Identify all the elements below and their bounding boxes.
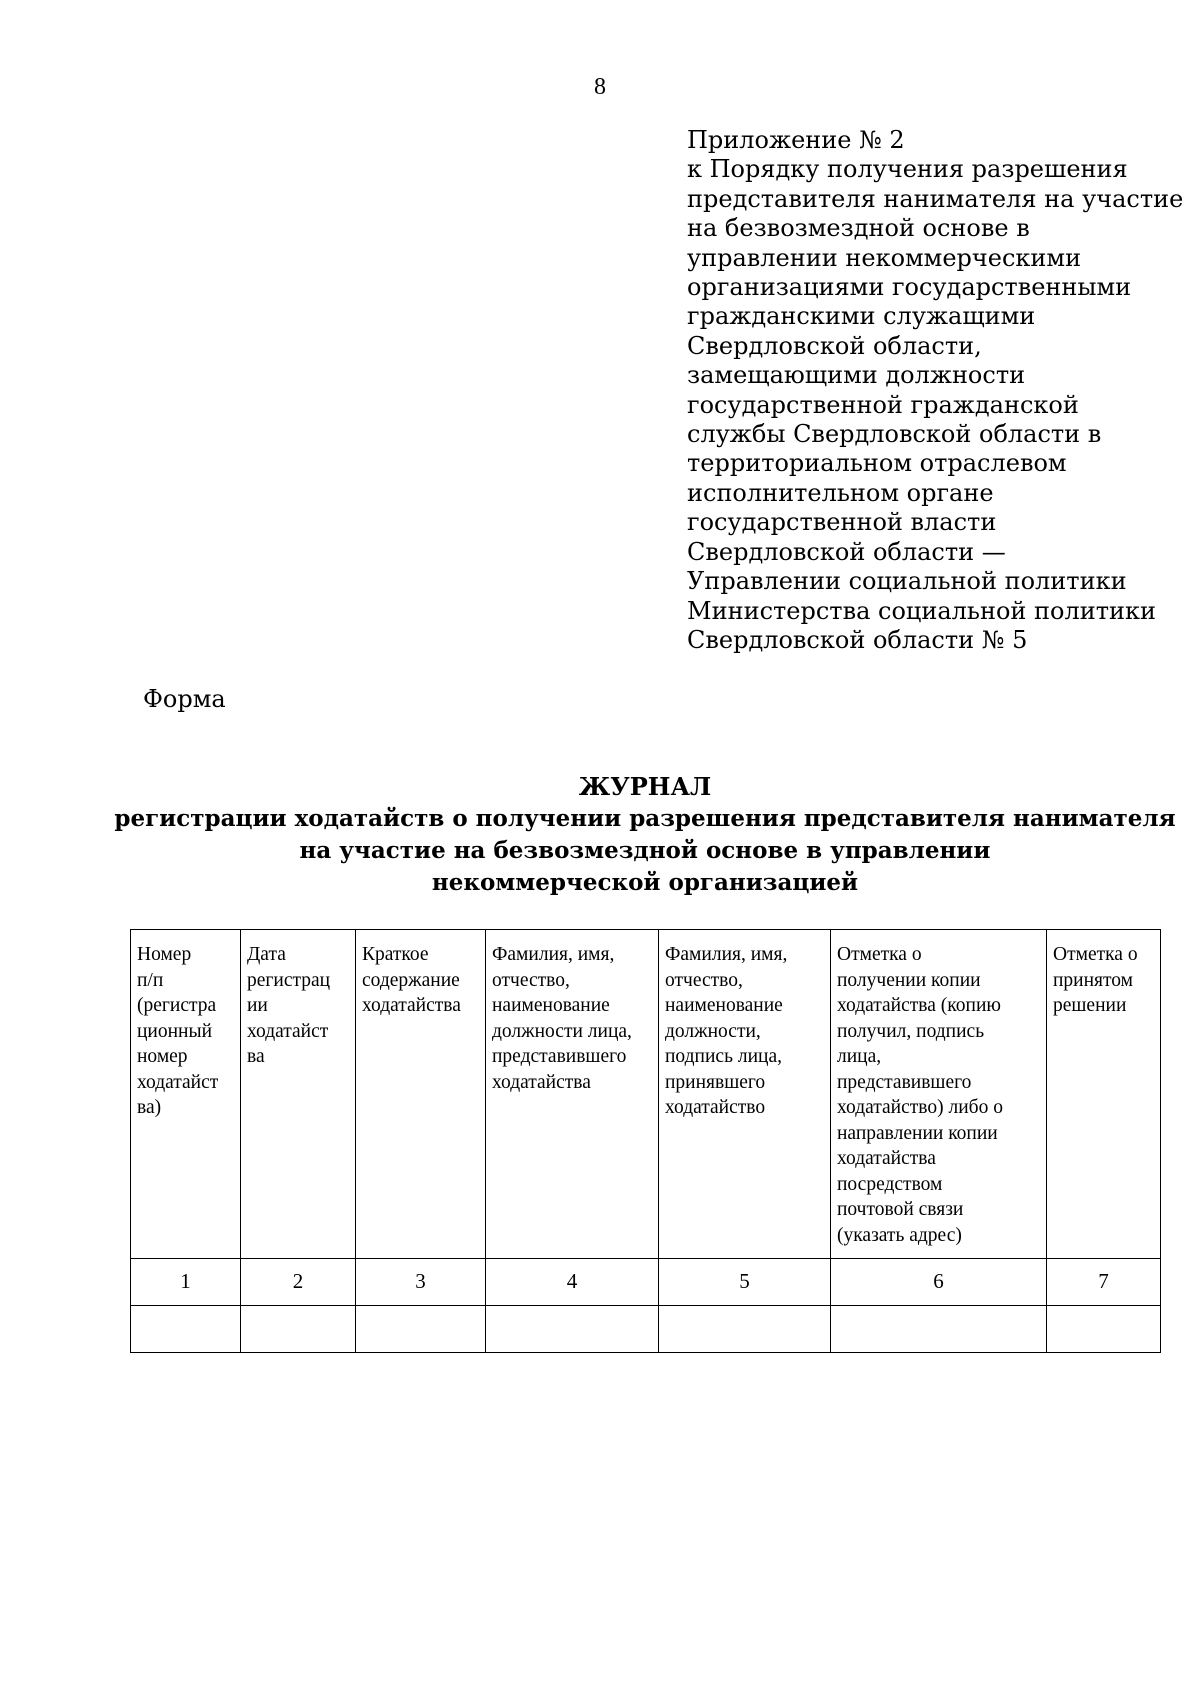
appendix-line: государственной гражданской	[687, 390, 1079, 419]
appendix-line: представителя нанимателя на участие	[687, 184, 1184, 213]
appendix-line: Свердловской области,	[687, 331, 982, 360]
appendix-line: гражданскими служащими	[687, 302, 1036, 331]
appendix-line: Приложение № 2	[687, 126, 905, 154]
header-cell-date	[241, 930, 356, 1259]
appendix-line: Управлении социальной политики	[687, 567, 1127, 596]
header-cell-line: Отметка о	[837, 944, 922, 965]
header-cell-line: представившего	[492, 1046, 627, 1067]
header-cell-line: ходатайства	[362, 995, 461, 1016]
header-cell-line: (указать адрес)	[837, 1224, 962, 1246]
header-cell-line: п/п	[137, 969, 164, 991]
header-cell-line: ии	[247, 995, 268, 1016]
column-number-row	[131, 1259, 1161, 1306]
column-number-cell: 6	[831, 1259, 1047, 1306]
empty-cell	[831, 1306, 1047, 1353]
header-cell-line: (регистра	[137, 995, 217, 1016]
appendix-line: Свердловской области № 5	[687, 625, 1028, 654]
empty-cell	[356, 1306, 486, 1353]
header-cell-line: посредством	[837, 1173, 943, 1195]
appendix-block	[687, 126, 1184, 655]
header-cell-line: получил, подпись	[837, 1020, 985, 1042]
header-cell-line: принявшего	[665, 1071, 766, 1093]
appendix-line: управлении некоммерческими	[687, 243, 1082, 272]
header-cell-line: лица,	[837, 1046, 882, 1067]
header-cell-line: Краткое	[362, 944, 429, 965]
header-cell-line: ходатайства (копию	[837, 995, 1001, 1016]
appendix-line: замещающими должности	[687, 361, 1026, 390]
column-number-cell: 7	[1047, 1259, 1161, 1306]
header-cell-line: ционный	[137, 1020, 213, 1042]
appendix-line: службы Свердловской области в	[687, 420, 1102, 449]
header-cell-summary	[356, 930, 486, 1259]
header-cell-line: Фамилия, имя,	[492, 944, 615, 965]
header-cell-line: ходатайство	[665, 1097, 766, 1118]
header-cell-line: должности лица,	[492, 1020, 632, 1042]
header-cell-line: ходатайства	[492, 1071, 591, 1093]
appendix-line: организациями государственными	[687, 273, 1132, 302]
journal-subtitle-line: на участие на безвозмездной основе в управлении	[299, 837, 991, 864]
empty-cell	[131, 1306, 241, 1353]
header-cell-line: ходатайства	[837, 1148, 936, 1169]
header-cell-line: должности,	[665, 1020, 761, 1042]
header-cell-line: ва)	[137, 1097, 162, 1118]
table-header-row	[131, 930, 1161, 1259]
column-number-cell: 5	[659, 1259, 831, 1306]
appendix-line: Свердловской области —	[687, 537, 1006, 566]
header-cell-line: наименование	[492, 995, 610, 1016]
header-cell-decision	[1047, 930, 1161, 1259]
header-cell-line: направлении копии	[837, 1122, 998, 1144]
empty-cell	[486, 1306, 659, 1353]
header-cell-line: подпись лица,	[665, 1046, 782, 1067]
header-cell-line: Отметка о	[1053, 944, 1138, 965]
header-cell-line: Номер	[137, 944, 192, 965]
header-cell-line: содержание	[362, 969, 460, 991]
appendix-line: к Порядку получения разрешения	[687, 155, 1128, 184]
header-cell-line: Фамилия, имя,	[665, 944, 788, 965]
header-cell-line: принятом	[1053, 969, 1134, 991]
header-cell-line: Дата	[247, 944, 286, 965]
header-cell-submitter	[486, 930, 659, 1259]
header-cell-receiver	[659, 930, 831, 1259]
empty-cell	[1047, 1306, 1161, 1353]
appendix-line: на безвозмездной основе в	[687, 214, 1030, 243]
empty-cell	[659, 1306, 831, 1353]
appendix-line: государственной власти	[687, 508, 997, 537]
header-cell-line: отчество,	[492, 969, 570, 991]
appendix-line: территориальном отраслевом	[687, 449, 1067, 478]
header-cell-line: получении копии	[837, 969, 981, 991]
header-cell-line: ва	[247, 1046, 265, 1067]
header-cell-line: номер	[137, 1046, 188, 1067]
empty-cell	[241, 1306, 356, 1353]
header-cell-line: представившего	[837, 1071, 972, 1093]
header-cell-line: отчество,	[665, 969, 743, 991]
appendix-line: исполнительном органе	[687, 478, 994, 507]
table-empty-row	[131, 1306, 1161, 1353]
header-cell-line: ходатайст	[247, 1020, 329, 1042]
header-cell-copy-mark	[831, 930, 1047, 1259]
form-label: Форма	[143, 685, 226, 713]
journal-table	[130, 929, 1161, 1353]
header-cell-line: наименование	[665, 995, 783, 1016]
appendix-line: Министерства социальной политики	[687, 596, 1156, 625]
header-cell-number	[131, 930, 241, 1259]
journal-subtitle-line: регистрации ходатайств о получении разрешения представителя нанимателя	[114, 805, 1176, 832]
column-number-cell: 4	[486, 1259, 659, 1306]
column-number-cell: 2	[241, 1259, 356, 1306]
journal-heading	[110, 770, 1180, 899]
header-cell-line: почтовой связи	[837, 1199, 964, 1220]
header-cell-line: ходатайство) либо о	[837, 1097, 1003, 1118]
header-cell-line: решении	[1053, 995, 1127, 1016]
column-number-cell: 3	[356, 1259, 486, 1306]
header-cell-line: регистрац	[247, 969, 331, 991]
page-number: 8	[594, 74, 606, 100]
column-number-cell: 1	[131, 1259, 241, 1306]
journal-title: ЖУРНАЛ	[578, 772, 712, 801]
journal-subtitle-line: некоммерческой организацией	[431, 869, 859, 896]
header-cell-line: ходатайст	[137, 1071, 219, 1093]
